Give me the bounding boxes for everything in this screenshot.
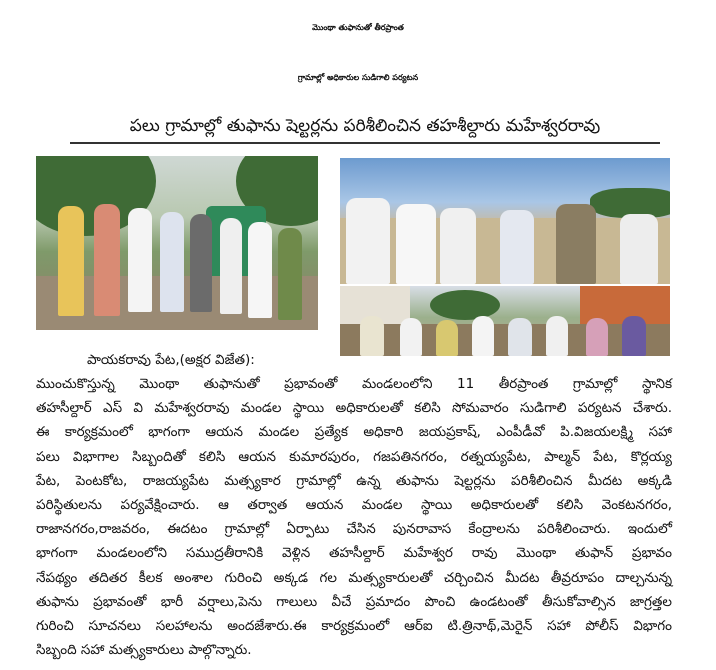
- article-body: [36, 372, 672, 662]
- body-line: నేపథ్యం తదితర కీలక అంశాల గురించి అక్కడ గల మత్స్యకారులతో చర్చించిన మీదట తీవ్రరూపం దాల్చనున్న: [36, 569, 672, 586]
- body-line: పరిస్థితులను పర్యవేక్షించారు. ఆ తర్వాత ఆయన మండల స్థాయి అధికారులతో కలిసి వెంకటనగరం,: [36, 497, 672, 514]
- body-line: పలు విభాగాల సిబ్బందితో కలిసి ఆయన కుమారపురం, గజపతినగరం, రత్నయ్యపేట, పాల్మన్ పేట, కొర్లయ్య: [36, 448, 672, 465]
- headline-line-2: గ్రామాల్లో అధికారుల సుడిగాలి పర్యటన: [297, 73, 419, 82]
- photo-officials-roadside: [36, 156, 318, 330]
- body-line: సిబ్బంది సహా మత్స్యకారులు పాల్గొన్నారు.: [36, 642, 252, 659]
- headline-line-1: మొంథా తుఫానుతో తీరప్రాంత: [312, 23, 404, 32]
- body-line: రాజానగరం,రాజవరం, ఈదటం గ్రామాల్లో ఏర్పాటు చేసిన పునరావాస కేంద్రాలను పరిశీలించారు. ఇందులో: [36, 521, 672, 538]
- body-line: తహసీల్దార్ ఎస్ వి మహేశ్వరరావు మండల స్థాయి అధికారులతో కలిసి సోమవారం సుడిగాలి పర్యటన చేశారు.: [36, 400, 672, 417]
- body-line: ఈ కార్యక్రమంలో భాగంగా ఆయన మండల ప్రత్యేక అధికారి జయప్రకాష్, ఎంపీడీవో పి.విజయలక్ష్మి సహా: [36, 424, 672, 441]
- photo-officials-shelter: [340, 286, 670, 356]
- body-line: ముంచుకొస్తున్న మొంథా తుఫానుతో ప్రభావంతో మండలంలోని 11 తీరప్రాంత గ్రామాల్లో స్థానిక: [36, 376, 672, 392]
- body-line: తుఫాను ప్రభావంతో భారీ వర్షాలు,పెను గాలులు వీచే ప్రమాదం పొంచి ఉండటంతో తీసుకోవాల్సిన జాగ్రత్తల: [36, 593, 672, 610]
- body-line: పేట, పెంటకోట, రాజయ్యపేట మత్స్యకార గ్రామాల్లో ఉన్న తుఫాను షెల్టర్లను పరిశీలించిన మీదట అక్కడి: [36, 472, 672, 489]
- photo-officials-beach: [340, 158, 670, 284]
- body-line: భాగంగా మండలంలోని సముద్రతీరానికి వెళ్లిన తహసీల్దార్ మహేశ్వర రావు మొంథా తుఫాన్ ప్రభావం: [36, 545, 672, 562]
- body-line: గురించి సూచనలు సలహాలను అందజేశారు.ఈ కార్యక్రమంలో ఆర్ఐ టి.త్రినాథ్,మెరైన్ సహా పోలీస్ విభాగం: [36, 618, 672, 635]
- subheadline: పలు గ్రామాల్లో తుఫాను షెల్టర్లను పరిశీలించిన తహశీల్దారు మహేశ్వరరావు: [70, 113, 660, 144]
- dateline: పాయకరావు పేట,(అక్షర విజేత):: [87, 352, 255, 368]
